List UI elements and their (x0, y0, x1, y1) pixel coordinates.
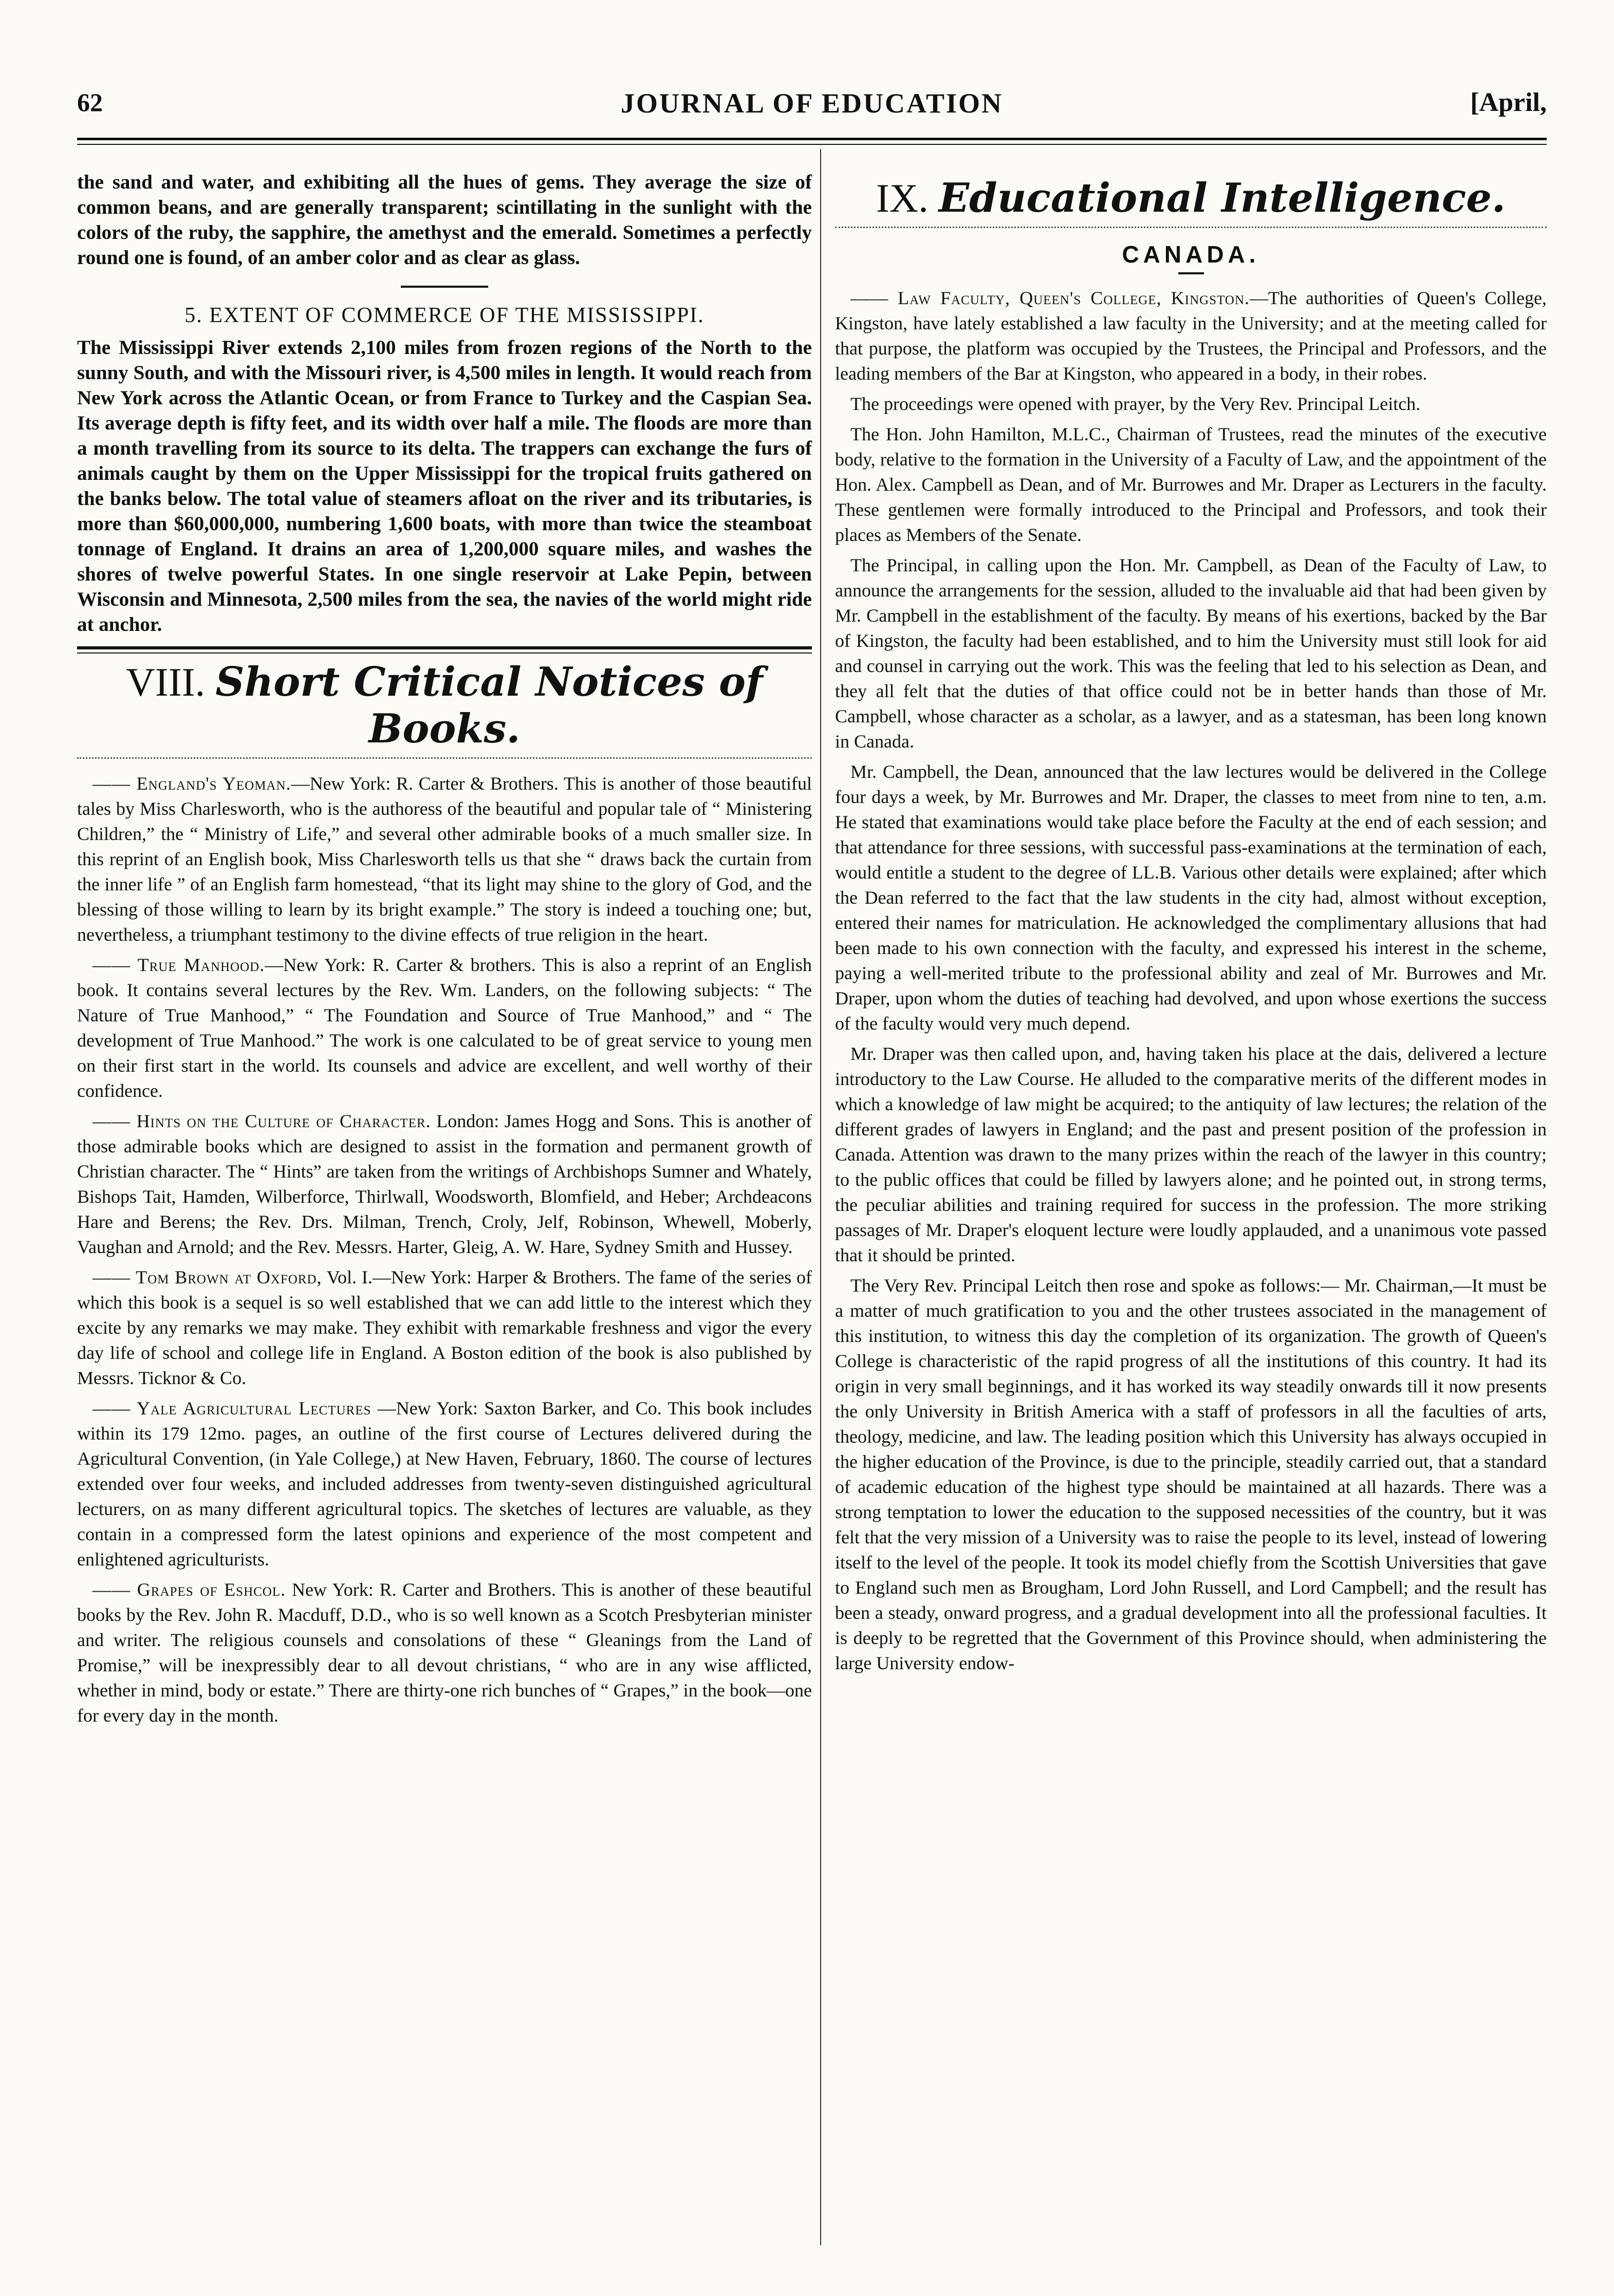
page-header (77, 87, 1547, 128)
book-notice-title: —— England's Yeoman. (92, 773, 291, 794)
book-notice (77, 1109, 812, 1260)
news-paragraph: Mr. Draper was then called upon, and, having taken his place at the dais, delivered a lecture introductory to the Law Course. He alluded to the comparative merits of the different modes in which a knowledge of law might be acquired; to the antiquity of law lectures; the relation of the different grades of lawyers in England; and the past and present position of the profession in Canada. Attention was drawn to the many prizes within the reach of the lawyer in this country; to the public offices that could be filled by lawyers alone; and he pointed out, in strong terms, the peculiar abilities and training required for success in the profession. The more striking passages of Mr. Draper's eloquent lecture were loudly applauded, and a unanimous vote passed that it should be printed. (835, 1043, 1547, 1265)
book-notice-title: —— Yale Agricultural Lectures (92, 1398, 372, 1418)
canada-subheading: CANADA. (1122, 241, 1260, 268)
book-notice (77, 1265, 812, 1391)
section-ix-heading (835, 175, 1547, 221)
short-rule (401, 286, 488, 288)
news-paragraph: The Hon. John Hamilton, M.L.C., Chairman of Trustees, read the minutes of the executive body, relative to the formation in the University of a Faculty of Law, and the appointment of the Hon. Alex. Campbell as Dean, and of Mr. Burrowes and Mr. Draper as Lecturers in the faculty. These gentlemen were formally introduced to the Principal and Professors, and took their places as Members of the Senate. (835, 424, 1547, 545)
book-notice-text: Vol. I.—New York: Harper & Brothers. The fame of the series of which this book is a sequel is so well established that we can add little to the interest which they excite by any remarks we may make. They exhibit with remarkable freshness and vigor the every day life of school and college life in England. A Boston edition of the book is also published by Messrs. Ticknor & Co. (77, 1267, 812, 1388)
book-notice (77, 953, 812, 1104)
news-paragraph (835, 286, 1547, 386)
book-notice-title: —— Hints on the Culture of Character. (92, 1111, 431, 1131)
book-notice-text: —New York: Saxton Barker, and Co. This book includes within its 179 12mo. pages, an outline of the first course of Lectures delivered during the Agricultural Convention, (in Yale College,) at New Haven, February, 1860. The course of lectures extended over four weeks, and included addresses from twenty-seven distinguished agricultural lecturers, on as many different agricultural topics. The sketches of lectures are valuable, as they contain in a compressed form the latest opinions and experience of the most competent and enlightened agriculturists. (77, 1398, 812, 1570)
column-divider (820, 149, 821, 2245)
ornamental-rule (835, 221, 1547, 228)
book-notice-text: —New York: R. Carter & Brothers. This is another of those beautiful tales by Miss Charlesworth, who is the authoress of the beautiful and popular tale of “ Ministering Children,” the “ Ministry of Life,” and several other admirable books of a much smaller size. In this reprint of an English book, Miss Charlesworth tells us that she “ draws back the curtain from the inner life ” of an English farm homestead, “that its light may shine to the glory of God, and the blessing of those willing to learn by its bright example.” The story is indeed a touching one; but, nevertheless, a triumphant testimony to the divine effects of true religion in the heart. (77, 773, 812, 945)
header-rule-thin (77, 144, 1547, 145)
news-paragraph: The Very Rev. Principal Leitch then rose and spoke as follows:— Mr. Chairman,—It must be a matter of much gratification to you and the other trustees associated in the management of this institution, to witness this day the completion of its organization. The growth of Queen's College is characteristic of the rapid progress of all the institutions of this country. It had its origin in very small beginnings, and it has worked its way steadily onwards till it now presents the only University in British America with a staff of professors in all the faculties of arts, theology, medicine, and law. The leading position which this University has always occupied in the higher education of the Province, is due to the principle, steadily carried out, that a standard of academic education of the highest type should be maintained at all hazards. There was a strong temptation to lower the education to the supposed necessities of the country, but it was felt that the very mission of a University was to raise the people to its level, instead of lowering itself to the level of the people. It took its model chiefly from the Scottish Universities that gave to England such men as Brougham, Lord John Russell, and Lord Campbell; and the result has been a steady, onward progress, and a gradual development into all the professional faculties. It is deeply to be regretted that the Government of this Province should, when administering the large University endow- (835, 1275, 1547, 1673)
section-ix-number: IX. (876, 176, 929, 220)
section-viii-title: Short Critical Notices of Books. (215, 659, 763, 752)
section-ix-title: Educational Intelligence. (938, 175, 1506, 221)
header-month: [April, (1470, 88, 1547, 117)
book-notice (77, 771, 812, 947)
short-rule (1178, 272, 1204, 274)
book-notice (77, 1396, 812, 1572)
gems-paragraph: the sand and water, and exhibiting all the hues of gems. They average the size of common beans, and are generally transparent; scintillating in the sunlight with the colors of the ruby, the sapphire, the amethyst and the emerald. Sometimes a perfectly round one is found, of an amber color and as clear as glass. (77, 171, 812, 269)
news-paragraph: The Principal, in calling upon the Hon. Mr. Campbell, as Dean of the Faculty of Law, to announce the arrangements for the session, alluded to the invaluable aid that had been given by Mr. Campbell in the establishment of the faculty. By means of his exertions, backed by the Bar of Kingston, the faculty had been established, and to him the University must still look for aid and counsel in carrying out the work. This was the feeling that led to his selection as Dean, and they all felt that the duties of that office could not be in better hands than those of Mr. Campbell, whose character as a scholar, as a lawyer, and as a statesman, has been long known in Canada. (835, 555, 1547, 752)
ornamental-rule (77, 752, 812, 759)
book-notice-text: —New York: R. Carter & brothers. This is also a reprint of an English book. It contains several lectures by the Rev. Wm. Landers, on the following subjects: “ The Nature of True Manhood,” “ The Foundation and Source of True Manhood,” and “ The development of True Manhood.” The work is one calculated to be of great service to young men on their first start in the world. Its counsels and advice are excellent, and well worthy of their confidence. (77, 955, 812, 1101)
book-notice (77, 1577, 812, 1728)
news-paragraph: The proceedings were opened with prayer, by the Very Rev. Principal Leitch. (850, 394, 1421, 414)
section-viii-number: VIII. (126, 660, 206, 704)
journal-title: JOURNAL OF EDUCATION (620, 88, 1004, 119)
section-rule-thin (77, 652, 812, 654)
news-entry-title: —— Law Faculty, Queen's College, Kingston. (850, 288, 1250, 308)
book-notice-title: —— Tom Brown at Oxford, (92, 1267, 322, 1287)
header-rule (77, 138, 1547, 140)
right-column (835, 170, 1547, 1681)
book-notice-text: New York: R. Carter and Brothers. This is another of these beautiful books by the Rev. John R. Macduff, D.D., who is so well known as a Scotch Presbyterian minister and writer. The religious counsels and consolations of these “ Gleanings from the Land of Promise,” will be inexpressibly dear to all devout christians, “ who are in any wise afflicted, whether in mind, body or estate.” There are thirty-one rich bunches of “ Grapes,” in the book—one for every day in the month. (77, 1579, 812, 1726)
left-column (77, 170, 812, 1733)
book-notice-title: —— Grapes of Eshcol. (92, 1579, 286, 1600)
commerce-paragraph: The Mississippi River extends 2,100 miles from frozen regions of the North to the sunny South, and with the Missouri river, is 4,500 miles in length. It would reach from New York across the Atlantic Ocean, or from France to Turkey and the Caspian Sea. Its average depth is fifty feet, and its width over half a mile. The floods are more than a month travelling from its source to its delta. The trappers can exchange the furs of animals caught by them on the Upper Mississippi for the tropical fruits gathered on the banks below. The total value of steamers afloat on the river and its tributaries, is more than $60,000,000, numbering 1,600 boats, with more than twice the steamboat tonnage of England. It drains an area of 1,200,000 square miles, and washes the shores of twelve powerful States. In one single reservoir at Lake Pepin, between Wisconsin and Minnesota, 2,500 miles from the sea, the navies of the world might ride at anchor. (77, 337, 812, 636)
page-number: 62 (77, 88, 103, 117)
section-viii-heading (77, 659, 812, 752)
news-paragraph: Mr. Campbell, the Dean, announced that the law lectures would be delivered in the College four days a week, by Mr. Burrowes and Mr. Draper, the classes to meet from nine to ten, a.m. He stated that examinations would take place before the Faculty at the end of each session; and that attendance for three sessions, with successful pass-examinations at the termination of each, would entitle a student to the degree of LL.B. Various other details were explained; after which the Dean referred to the fact that the law students in the city had, almost without exception, entered their names for matriculation. He acknowledged the complimentary allusions that had been made to his own connection with the faculty, and expressed his interest in the scheme, paying a well-merited tribute to the professional ability and zeal of Mr. Burrowes and Mr. Draper, upon whom the duties of teaching had devolved, and upon whose exertions the success of the faculty would very much depend. (835, 761, 1547, 1034)
commerce-heading: 5. EXTENT OF COMMERCE OF THE MISSISSIPPI. (184, 304, 704, 327)
news-paragraph-text: —The authorities of Queen's College, Kingston, have lately established a law faculty in the University; and at the meeting called for that purpose, the platform was occupied by the Trustees, the Principal and Professors, and the leading members of the Bar at Kingston, who appeared in a body, in their robes. (835, 288, 1547, 384)
book-notice-text: London: James Hogg and Sons. This is another of those admirable books which are designed to assist in the formation and permanent growth of Christian character. The “ Hints” are taken from the writings of Archbishops Sumner and Whately, Bishops Tait, Hamden, Wilberforce, Thirlwall, Woodsworth, Blomfield, and Heber; Archdeacons Hare and Berens; the Rev. Drs. Milman, Trench, Croly, Jelf, Robinson, Whewell, Moberly, Vaughan and Arnold; and the Rev. Messrs. Harter, Gleig, A. W. Hare, Sydney Smith and Hussey. (77, 1111, 812, 1257)
book-notice-title: —— True Manhood. (92, 955, 265, 975)
section-rule (77, 646, 812, 649)
